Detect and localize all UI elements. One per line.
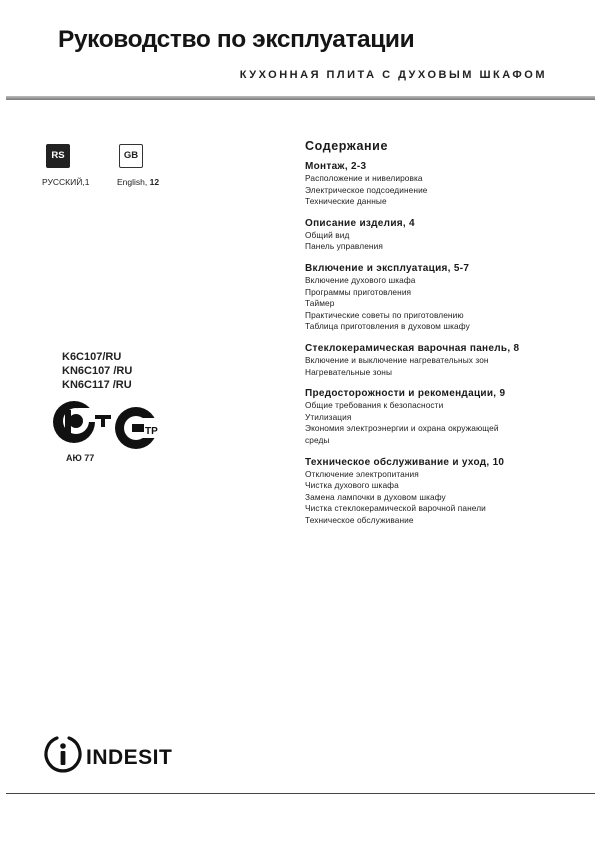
- language-page-gb: 12: [149, 177, 160, 187]
- certification-code: АЮ 77: [66, 453, 95, 463]
- toc-item: Расположение и нивелировка: [305, 173, 423, 183]
- rst-certification-icon: [53, 401, 111, 443]
- language-label-rs: РУССКИЙ,1: [42, 177, 90, 187]
- toc-section-title: Монтаж, 2-3: [305, 161, 367, 172]
- toc-item: среды: [305, 434, 330, 445]
- toc-section: [305, 217, 575, 253]
- toc-item: Общий вид: [305, 229, 350, 240]
- toc-section-title: Описание изделия, 4: [305, 217, 415, 229]
- toc-item: Панель управления: [305, 241, 383, 252]
- certification-marks: [50, 400, 165, 452]
- toc-item: Нагревательные зоны: [305, 366, 393, 377]
- header-divider: [6, 96, 595, 100]
- toc-item: Электрическое подсоединение: [305, 184, 428, 195]
- toc-item: Включение и выключение нагревательных зон: [305, 354, 489, 365]
- toc-section: [305, 160, 575, 208]
- toc-item: Общие требования к безопасности: [305, 400, 444, 411]
- model-list: [62, 350, 132, 392]
- toc-section: [305, 387, 575, 446]
- toc-item: Технические данные: [305, 196, 387, 207]
- toc-item: Практические советы по приготовлению: [305, 309, 464, 320]
- toc-item: Отключение электропитания: [305, 468, 419, 479]
- language-label-gb: English,: [117, 177, 150, 187]
- toc-item: Замена лампочки в духовом шкафу: [305, 491, 446, 502]
- footer-divider: [6, 793, 595, 794]
- language-caption-rs: [42, 177, 89, 187]
- toc-section-title: Включение и эксплуатация, 5-7: [305, 262, 470, 274]
- document-title: Руководство по эксплуатации: [58, 26, 415, 53]
- toc-item: Таблица приготовления в духовом шкафу: [305, 321, 470, 332]
- toc-item: Утилизация: [305, 411, 352, 422]
- toc-section: [305, 456, 575, 527]
- eac-mark-text: ТР: [145, 426, 158, 437]
- toc-item: Включение духового шкафа: [305, 274, 416, 285]
- toc-item: Чистка стеклокерамической варочной панели: [305, 503, 486, 514]
- document-subtitle: КУХОННАЯ ПЛИТА С ДУХОВЫМ ШКАФОМ: [239, 69, 547, 81]
- language-caption-gb: [117, 177, 159, 187]
- toc-heading: Содержание: [305, 139, 389, 153]
- toc-section-title: Стеклокерамическая варочная панель, 8: [305, 342, 520, 354]
- language-badge-rs: RS: [46, 144, 70, 168]
- toc-section-title: Предосторожности и рекомендации, 9: [305, 388, 506, 400]
- toc-item: Чистка духового шкафа: [305, 480, 399, 491]
- indesit-logo-mark-icon: [46, 738, 80, 771]
- language-badge-gb: GB: [119, 144, 143, 168]
- toc-item: Программы приготовления: [305, 286, 412, 297]
- indesit-logo: [44, 734, 194, 776]
- toc-item: Таймер: [305, 298, 335, 309]
- toc-item: Техническое обслуживание: [305, 514, 414, 525]
- eac-certification-icon: [115, 407, 165, 449]
- model-number: KN6C117 /RU: [62, 379, 132, 391]
- toc-section: [305, 342, 575, 378]
- toc-section: [305, 262, 575, 333]
- model-number: K6C107/RU: [62, 351, 122, 363]
- toc-item: Экономия электроэнергии и охрана окружающей: [305, 423, 499, 434]
- model-number: KN6C107 /RU: [62, 365, 133, 377]
- table-of-contents: [305, 139, 575, 535]
- brand-name: INDESIT: [86, 746, 173, 769]
- toc-section-title: Техническое обслуживание и уход, 10: [305, 456, 505, 468]
